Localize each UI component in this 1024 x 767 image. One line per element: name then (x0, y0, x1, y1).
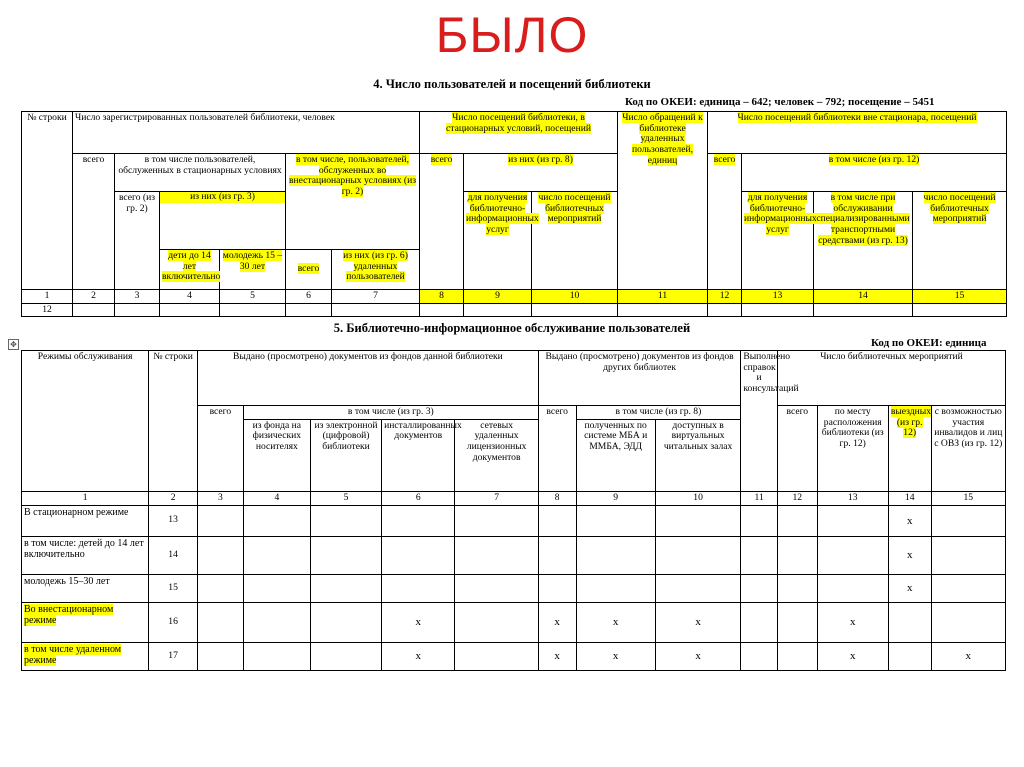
cell (708, 303, 742, 317)
h-incl-gr12: в том числе (из гр. 12) (742, 154, 1007, 192)
h-children-14: дети до 14 лет включительно (160, 250, 220, 290)
table-cell: х (576, 642, 655, 670)
colnum-3: 3 (198, 491, 244, 505)
table-cell (777, 642, 817, 670)
colnum-11: 11 (618, 290, 708, 304)
h-registered-users: Число зарегистрированных пользователей библиотеки, человек (73, 112, 420, 154)
table-cell (741, 574, 778, 602)
table-cell (777, 505, 817, 536)
table-cell (382, 536, 455, 574)
colnum-13: 13 (742, 290, 814, 304)
table-cell (817, 574, 888, 602)
h-total: всего (73, 154, 115, 290)
table-cell (576, 505, 655, 536)
table-cell (198, 574, 244, 602)
colnum-5: 5 (310, 491, 381, 505)
table-cell (243, 574, 310, 602)
table-cell (741, 642, 778, 670)
row-number: 14 (149, 536, 198, 574)
h-special-transport: в том числе при обслуживании специализированными транспортными средствами (из гр. 13) (814, 192, 913, 290)
slide-title: БЫЛО (435, 7, 589, 63)
cell (814, 303, 913, 317)
table-cell (931, 505, 1005, 536)
colnum-15: 15 (931, 491, 1005, 505)
section5-okei: Код по ОКЕИ: единица (871, 337, 987, 349)
colnum-8: 8 (420, 290, 464, 304)
h-total-own: всего (198, 406, 244, 492)
row-number: 17 (149, 642, 198, 670)
table-cell (931, 574, 1005, 602)
h-virtual: доступных в виртуальных читальных залах (655, 419, 740, 491)
h-event-visits-2: число посещений библиотечных мероприятий (913, 192, 1007, 290)
colnum-9: 9 (576, 491, 655, 505)
colnum-14: 14 (888, 491, 931, 505)
colnum-10: 10 (655, 491, 740, 505)
table-cell (538, 574, 576, 602)
table-cell (198, 602, 244, 642)
table-cell: х (888, 574, 931, 602)
cell (618, 303, 708, 317)
cell (532, 303, 618, 317)
table-cell (198, 536, 244, 574)
cell (160, 303, 220, 317)
table-cell (655, 536, 740, 574)
table-cell (817, 505, 888, 536)
row-12-no: 12 (22, 303, 73, 317)
h-total-of-gr2: всего (из гр. 2) (115, 192, 160, 290)
h-issued-other: Выдано (просмотрено) документов из фондов других библиотек (538, 351, 740, 406)
table-row (22, 505, 1006, 536)
table-cell (455, 602, 538, 642)
h-mba: полученных по системе МБА и ММБА, ЭДД (576, 419, 655, 491)
table-cell (243, 602, 310, 642)
colnum-13: 13 (817, 491, 888, 505)
colnum-10: 10 (532, 290, 618, 304)
table-cell (777, 536, 817, 574)
table-cell (310, 574, 381, 602)
table-cell (310, 536, 381, 574)
h-references: Выполнено справок и консультаций (741, 351, 778, 492)
h-row-no: № строки (22, 112, 73, 290)
table-cell: х (888, 505, 931, 536)
table-cell (310, 505, 381, 536)
table-cell: х (931, 642, 1005, 670)
h-total-remote: всего (286, 250, 332, 290)
table-cell (538, 536, 576, 574)
row-label: Во внестационарном режиме (22, 602, 149, 642)
h-youth: молодежь 15 – 30 лет (220, 250, 286, 290)
table-row (22, 642, 1006, 670)
cell (73, 303, 115, 317)
table-cell (310, 642, 381, 670)
table-cell: х (888, 536, 931, 574)
cell (464, 303, 532, 317)
table-cell (931, 602, 1005, 642)
row-number: 16 (149, 602, 198, 642)
h-total-events: всего (777, 406, 817, 492)
colnum-8: 8 (538, 491, 576, 505)
table-cell (310, 602, 381, 642)
table-cell: х (817, 602, 888, 642)
cell (420, 303, 464, 317)
users-visits-table (21, 111, 1007, 317)
row-label: В стационарном режиме (22, 505, 149, 536)
table-cell: х (817, 642, 888, 670)
table-cell (655, 574, 740, 602)
table-cell (198, 505, 244, 536)
h-total-visits: всего (420, 154, 464, 290)
table-cell (888, 642, 931, 670)
h-events: Число библиотечных мероприятий (777, 351, 1005, 406)
h-total-other: всего (538, 406, 576, 492)
table-cell (538, 505, 576, 536)
h-installed: инсталлированных документов (382, 419, 455, 491)
h-of-them-gr3: из них (из гр. 3) (160, 192, 286, 250)
colnum-6: 6 (382, 491, 455, 505)
h-outgoing: выездных (из гр. 12) (888, 406, 931, 492)
table-cell (931, 536, 1005, 574)
table-cell (576, 574, 655, 602)
h-row-no: № строки (149, 351, 198, 492)
column-numbers-row (22, 491, 1006, 505)
colnum-14: 14 (814, 290, 913, 304)
h-event-visits: число посещений библиотечных мероприятий (532, 192, 618, 290)
cell (286, 303, 332, 317)
cell (220, 303, 286, 317)
table-row (22, 602, 1006, 642)
h-incl-gr8: в том числе (из гр. 8) (576, 406, 741, 420)
table-cell: х (382, 642, 455, 670)
h-modes: Режимы обслуживания (22, 351, 149, 492)
colnum-4: 4 (243, 491, 310, 505)
h-of-them-gr6: из них (из гр. 6) удаленных пользователей (332, 250, 420, 290)
colnum-7: 7 (332, 290, 420, 304)
colnum-15: 15 (913, 290, 1007, 304)
table-cell (741, 536, 778, 574)
cell (115, 303, 160, 317)
table-cell (382, 505, 455, 536)
table-cell: х (538, 642, 576, 670)
h-for-info-services: для получения библиотечно-информационных услуг (464, 192, 532, 290)
colnum-1: 1 (22, 290, 73, 304)
colnum-2: 2 (73, 290, 115, 304)
cell (913, 303, 1007, 317)
h-at-location: по месту расположения библиотеки (из гр. 12) (817, 406, 888, 492)
table-cell (455, 642, 538, 670)
row-number: 15 (149, 574, 198, 602)
h-network: сетевых удаленных лицензионных документов (455, 419, 538, 491)
table-cell (888, 602, 931, 642)
h-for-info-services-2: для получения библиотечно-информационных услуг (742, 192, 814, 290)
table-cell (741, 505, 778, 536)
colnum-4: 4 (160, 290, 220, 304)
table-cell (777, 574, 817, 602)
colnum-12: 12 (708, 290, 742, 304)
table-cell (576, 536, 655, 574)
table-cell (817, 536, 888, 574)
table-cell (382, 574, 455, 602)
row-number: 13 (149, 505, 198, 536)
table-cell (243, 505, 310, 536)
table-cell (455, 536, 538, 574)
table-cell (777, 602, 817, 642)
table-cell: х (655, 642, 740, 670)
h-total-outside: всего (708, 154, 742, 290)
h-of-them-gr8: из них (из гр. 8) (464, 154, 618, 192)
h-remote-requests: Число обращений к библиотеке удаленных пользователей, единиц (618, 112, 708, 290)
table-cell: х (538, 602, 576, 642)
row-label: в том числе удаленном режиме (22, 642, 149, 670)
section5-title: 5. Библиотечно-информационное обслуживание пользователей (333, 321, 691, 335)
colnum-1: 1 (22, 491, 149, 505)
h-digital: из электронной (цифровой) библиотеки (310, 419, 381, 491)
cell (332, 303, 420, 317)
colnum-7: 7 (455, 491, 538, 505)
cell (742, 303, 814, 317)
colnum-5: 5 (220, 290, 286, 304)
h-incl-users-stationary: в том числе пользователей, обслуженных в стационарных условиях (115, 154, 286, 192)
h-visits-outside: Число посещений библиотеки вне стационара, посещений (708, 112, 1007, 154)
table-cell (455, 574, 538, 602)
section4-title: 4. Число пользователей и посещений библиотеки (373, 77, 651, 91)
colnum-6: 6 (286, 290, 332, 304)
section4-okei: Код по ОКЕИ: единица – 642; человек – 792; посещение – 5451 (625, 96, 935, 108)
table-cell: х (576, 602, 655, 642)
colnum-11: 11 (741, 491, 778, 505)
table-cell (243, 536, 310, 574)
colnum-2: 2 (149, 491, 198, 505)
h-disabled: с возможностью участия инвалидов и лиц с ОВЗ (из гр. 12) (931, 406, 1005, 492)
colnum-3: 3 (115, 290, 160, 304)
table-row (22, 536, 1006, 574)
colnum-9: 9 (464, 290, 532, 304)
h-physical: из фонда на физических носителях (243, 419, 310, 491)
table-cell (198, 642, 244, 670)
table-cell (741, 602, 778, 642)
move-handle-icon[interactable]: ✥ (8, 339, 19, 350)
h-incl-gr3: в том числе (из гр. 3) (243, 406, 538, 420)
table-cell (455, 505, 538, 536)
h-visits-stationary: Число посещений библиотеки, в стационарных условий, посещений (420, 112, 618, 154)
table-cell: х (382, 602, 455, 642)
row-label: молодежь 15–30 лет (22, 574, 149, 602)
h-incl-remote-users: в том числе, пользователей, обслуженных во внестационарных условиях (из гр. 2) (286, 154, 420, 250)
colnum-12: 12 (777, 491, 817, 505)
row-label: в том числе: детей до 14 лет включительно (22, 536, 149, 574)
h-issued-own: Выдано (просмотрено) документов из фондов данной библиотеки (198, 351, 539, 406)
table-cell: х (655, 602, 740, 642)
table-cell (243, 642, 310, 670)
information-service-table (21, 350, 1006, 671)
table-row (22, 574, 1006, 602)
table-cell (655, 505, 740, 536)
